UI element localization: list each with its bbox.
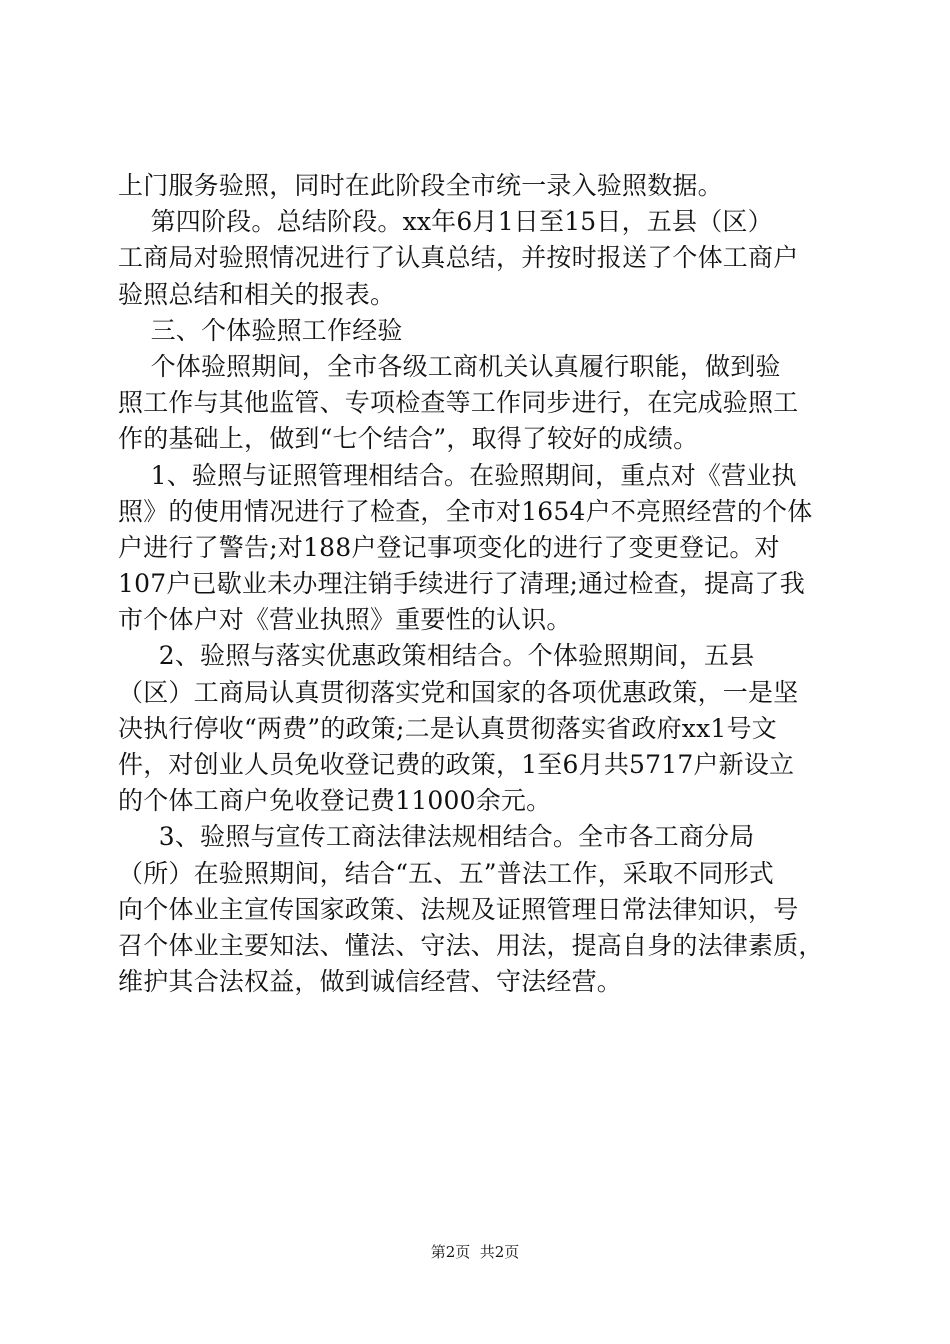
- document-body: [118, 168, 833, 1000]
- text-line: 向个体业主宣传国家政策、法规及证照管理日常法律知识，号: [118, 894, 799, 924]
- text-line: 验照总结和相关的报表。: [118, 279, 396, 309]
- text-line: 作的基础上，做到“七个结合”，取得了较好的成绩。: [118, 424, 699, 454]
- text-line: 3、验照与宣传工商法律法规相结合。全市各工商分局: [118, 822, 755, 852]
- text-line: （区）工商局认真贯彻落实党和国家的各项优惠政策，一是坚: [118, 677, 799, 707]
- text-line: 照工作与其他监管、专项检查等工作同步进行，在完成验照工: [118, 388, 799, 418]
- text-line: 的个体工商户免收登记费11000余元。: [118, 786, 552, 816]
- text-line: 2、验照与落实优惠政策相结合。个体验照期间，五县: [118, 641, 755, 671]
- text-line: 户进行了警告;对188户登记事项变化的进行了变更登记。对: [118, 532, 780, 562]
- text-line: 件，对创业人员免收登记费的政策，1至6月共5717户新设立: [118, 750, 795, 779]
- text-line: 维护其合法权益，做到诚信经营、守法经营。: [118, 967, 623, 997]
- text-line: 召个体业主要知法、懂法、守法、用法，提高自身的法律素质，: [118, 930, 824, 960]
- text-line: （所）在验照期间，结合“五、五”普法工作，采取不同形式: [118, 858, 774, 888]
- section-heading: 三、个体验照工作经验: [118, 315, 403, 345]
- text-line: 上门服务验照，同时在此阶段全市统一录入验照数据。: [118, 171, 723, 200]
- text-line: 决执行停收“两费”的政策;二是认真贯彻落实省政府xx1号文: [118, 713, 777, 743]
- text-line: 市个体户对《营业执照》重要性的认识。: [118, 605, 572, 635]
- text-line: 1、验照与证照管理相结合。在验照期间，重点对《营业执: [118, 460, 797, 490]
- text-line: 工商局对验照情况进行了认真总结，并按时报送了个体工商户: [118, 243, 799, 273]
- text-line: 个体验照期间，全市各级工商机关认真履行职能，做到验: [118, 351, 781, 381]
- text-line: 照》的使用情况进行了检查，全市对1654户不亮照经营的个体: [118, 496, 813, 526]
- text-line: 107户已歇业未办理注销手续进行了清理;通过检查，提高了我: [118, 569, 805, 599]
- page-number-footer: 第2页 共2页: [430, 1243, 520, 1261]
- text-line: 第四阶段。总结阶段。xx年6月1日至15日，五县（区）: [118, 207, 773, 237]
